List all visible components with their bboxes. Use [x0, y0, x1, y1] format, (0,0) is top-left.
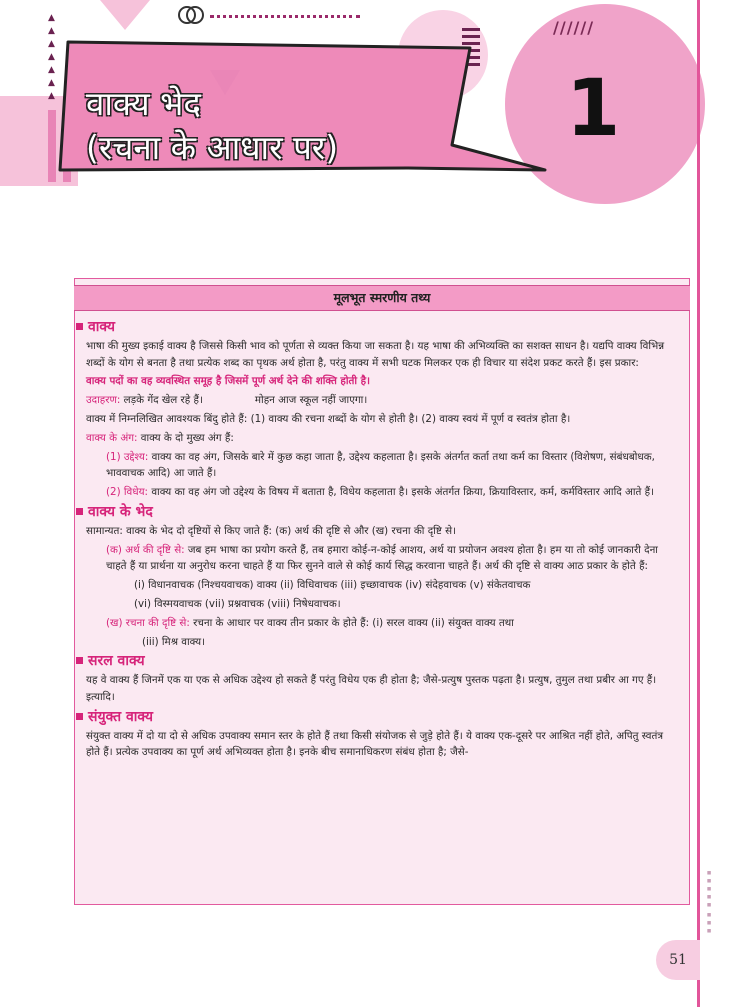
example-line: उदाहरण: लड़के गेंद खेल रहे हैं। मोहन आज स्कूल नहीं जाएगा। [86, 394, 368, 407]
chapter-title-line2: (रचना के आधार पर) [86, 128, 339, 167]
bullet-square-icon [76, 323, 83, 330]
box-heading: मूलभूत स्मरणीय तथ्य [74, 285, 690, 311]
side-watermark: ▪▪▪ ▪▪▪▪▪ [705, 868, 713, 935]
content-body [86, 316, 678, 763]
decor-hash-icon: ////// [553, 18, 595, 37]
ka-list: (i) विधानवाचक (निश्चयवाचक) वाक्य (ii) विधिवाचक (iii) इच्छावाचक (iv) संदेहवाचक (v) संकेतवाचक [134, 579, 531, 592]
bullet-square-icon [76, 657, 83, 664]
paragraph: भाषा की मुख्य इकाई वाक्य है जिससे किसी भाव को पूर्णता से व्यक्त किया जा सकता है। यह भाषा की अभिव्यक्ति का सशक्त साधन है। यद्यपि वाक्य विभिन्न शब्दों के योग से बनता है तथा प्रत्येक शब्द का पृथक अर्थ होता है, परंतु वाक्य में सभी घटक मिलकर एक ही विचार या संदेश प्रकट करते हैं। इस प्रकार: [86, 339, 665, 369]
bullet-square-icon [76, 508, 83, 515]
section-heading-vakya: वाक्य [76, 319, 678, 336]
page-number: 51 [656, 940, 700, 980]
ka-item: (क) अर्थ की दृष्टि से: जब हम भाषा का प्रयोग करते हैं, तब हमारा कोई-न-कोई आशय, अर्थ या प्रयोजन अवश्य होता है। हम या तो कोई जानकारी देना चाहते हैं या प्रार्थना या अनुरोध करना चाहते हैं या फिर सुनने वाले से कोई कार्य सिद्ध करवाना चाहते हैं। अर्थ की दृष्टि से वाक्य आठ प्रकार के होते हैं: [106, 543, 658, 573]
paragraph: सामान्यत: वाक्य के भेद दो दृष्टियों से किए जाते हैं: (क) अर्थ की दृष्टि से और (ख) रचना की दृष्टि से। [86, 524, 457, 537]
paragraph: यह वे वाक्य हैं जिनमें एक या एक से अधिक उद्देश्य हो सकते हैं परंतु विधेय एक ही होता है; जैसे-प्रत्युष पुस्तक पढ़ता है। प्रत्युष, तुमुल तथा प्रबीर आ गए हैं। इत्यादि। [86, 674, 657, 703]
paragraph: संयुक्त वाक्य में दो या दो से अधिक उपवाक्य समान स्तर के होते हैं तथा किसी संयोजक से जुड़े होते हैं। ये वाक्य एक-दूसरे पर आश्रित नहीं होते, अपितु स्वतंत्र होते हैं। प्रत्येक उपवाक्य का पूर्ण अर्थ अभिव्यक्त होता है। इनके बीच समानाधिकरण संबंध होता है; जैसे- [86, 729, 664, 759]
kha-item: (ख) रचना की दृष्टि से: रचना के आधार पर वाक्य तीन प्रकार के होते हैं: (i) सरल वाक्य (ii) संयुक्त वाक्य तथा [106, 616, 514, 629]
vidheya-item: (2) विधेय: वाक्य का वह अंग जो उद्देश्य के विषय में बताता है, विधेय कहलाता है। इसके अंतर्गत क्रिया, क्रियाविस्तार, कर्म, कर्मविस्तार आदि आते हैं। [106, 486, 655, 499]
section-heading-sanyukt: संयुक्त वाक्य [76, 709, 678, 726]
paragraph: वाक्य में निम्नलिखित आवश्यक बिंदु होते हैं: (1) वाक्य की रचना शब्दों के योग से होती है। (2) वाक्य स्वयं में पूर्ण व स्वतंत्र होता है। [86, 412, 571, 425]
chapter-title-line1: वाक्य भेद [86, 84, 201, 123]
ka-list: (vi) विस्मयवाचक (vii) प्रश्नवाचक (viii) निषेधवाचक। [134, 597, 341, 610]
decor-triangles-icon: ▲ ▲ ▲ ▲ ▲ ▲ ▲ [48, 13, 55, 101]
chapter-title [86, 82, 466, 170]
chapter-number: 1 [566, 64, 621, 154]
anga-line: वाक्य के अंग: वाक्य के दो मुख्य अंग हैं: [86, 431, 234, 444]
section-heading-saral: सरल वाक्य [76, 653, 678, 670]
uddeshya-item: (1) उद्देश्य: वाक्य का वह अंग, जिसके बारे में कुछ कहा जाता है, उद्देश्य कहलाता है। इसके अंतर्गत कर्ता तथा कर्म का विस्तार (विशेषण, संबंधबोधक, भाववाचक आदि) आ जाते हैं। [106, 450, 655, 480]
page-margin-line [697, 0, 700, 1007]
definition: वाक्य पदों का वह व्यवस्थित समूह है जिसमें पूर्ण अर्थ देने की शक्ति होती है। [86, 375, 371, 388]
kha-item-cont: (iii) मिश्र वाक्य। [142, 635, 206, 648]
section-heading-bhed: वाक्य के भेद [76, 504, 678, 521]
bullet-square-icon [76, 713, 83, 720]
